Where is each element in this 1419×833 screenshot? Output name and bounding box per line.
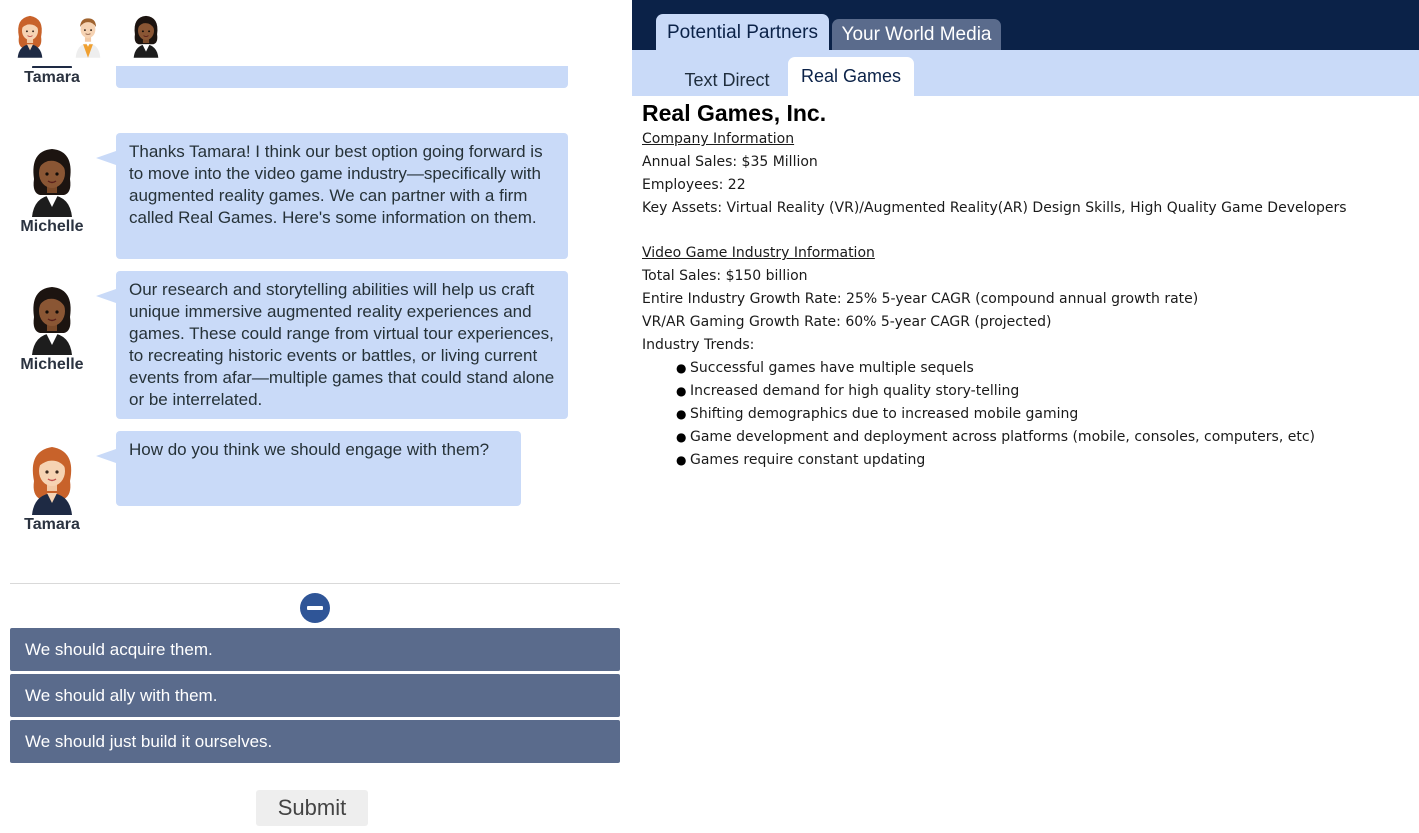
top-tab-bar [632,0,1419,50]
michelle-avatar-icon [26,143,78,217]
response-option-build[interactable]: We should just build it ourselves. [10,720,620,763]
list-item: ● Game development and deployment across platforms (mobile, consoles, computers, etc) [676,426,1412,449]
michelle-avatar-icon [26,281,78,355]
sub-tab-bar [632,50,1419,96]
annual-sales: Annual Sales: $35 Million [642,154,818,170]
page-title: Real Games, Inc. [642,100,827,126]
industry-info-heading: Video Game Industry Information [642,245,875,261]
collapse-minus-icon[interactable] [300,593,330,623]
speaker [8,441,96,534]
list-item: ● Increased demand for high quality story-telling [676,380,1412,403]
tab-your-world-media[interactable]: Your World Media [832,19,1001,50]
speaker [8,66,96,87]
total-sales: Total Sales: $150 billion [642,268,808,284]
industry-growth-rate: Entire Industry Growth Rate: 25% 5-year CAGR (compound annual growth rate) [642,291,1199,307]
company-content [642,98,1412,472]
key-assets: Key Assets: Virtual Reality (VR)/Augmented Reality(AR) Design Skills, High Quality Game Developers [642,200,1347,216]
list-item: ● Games require constant updating [676,449,1412,472]
message-bubble [116,66,568,88]
speaker-name: Michelle [20,356,84,373]
tamara-avatar-icon[interactable] [14,12,46,58]
speaker-name: Michelle [20,218,84,235]
company-info-heading: Company Information [642,131,795,147]
speaker [8,281,96,374]
list-item: ● Shifting demographics due to increased mobile gaming [676,403,1412,426]
vr-ar-growth-rate: VR/AR Gaming Growth Rate: 60% 5-year CAGR (projected) [642,314,1052,330]
info-panel [632,0,1419,833]
tab-potential-partners[interactable]: Potential Partners [656,14,829,50]
message-bubble: How do you think we should engage with them? [116,431,521,506]
response-option-ally[interactable]: We should ally with them. [10,674,620,717]
response-option-acquire[interactable]: We should acquire them. [10,628,620,671]
industry-trends-list [642,357,1412,472]
tamara-avatar-icon [26,66,78,68]
character-bar [0,0,632,66]
divider [10,583,620,584]
list-item: ● Successful games have multiple sequels [676,357,1412,380]
industry-trends-label: Industry Trends: [642,337,755,353]
submit-button[interactable]: Submit [256,790,368,826]
tab-real-games[interactable]: Real Games [788,57,914,96]
employees: Employees: 22 [642,177,746,193]
chat-log[interactable] [0,66,632,578]
speaker-name: Tamara [24,516,80,533]
chat-panel [0,0,632,833]
message-bubble: Our research and storytelling abilities will help us craft unique immersive augmented reality experiences and games. These could range from virtual tour experiences, to recreating historic events or battles, or living current events from afar—multiple games that could stand alone or be interrelated. [116,271,568,419]
speaker [8,143,96,236]
michelle-avatar-icon[interactable] [130,12,162,58]
speaker-name: Tamara [24,69,80,86]
observer-avatar-icon[interactable] [72,12,104,58]
message-bubble: Thanks Tamara! I think our best option going forward is to move into the video game industry—specifically with augmented reality games. We can partner with a firm called Real Games. Here's some information on them. [116,133,568,259]
tamara-avatar-icon [26,441,78,515]
tab-text-direct[interactable]: Text Direct [684,70,770,90]
